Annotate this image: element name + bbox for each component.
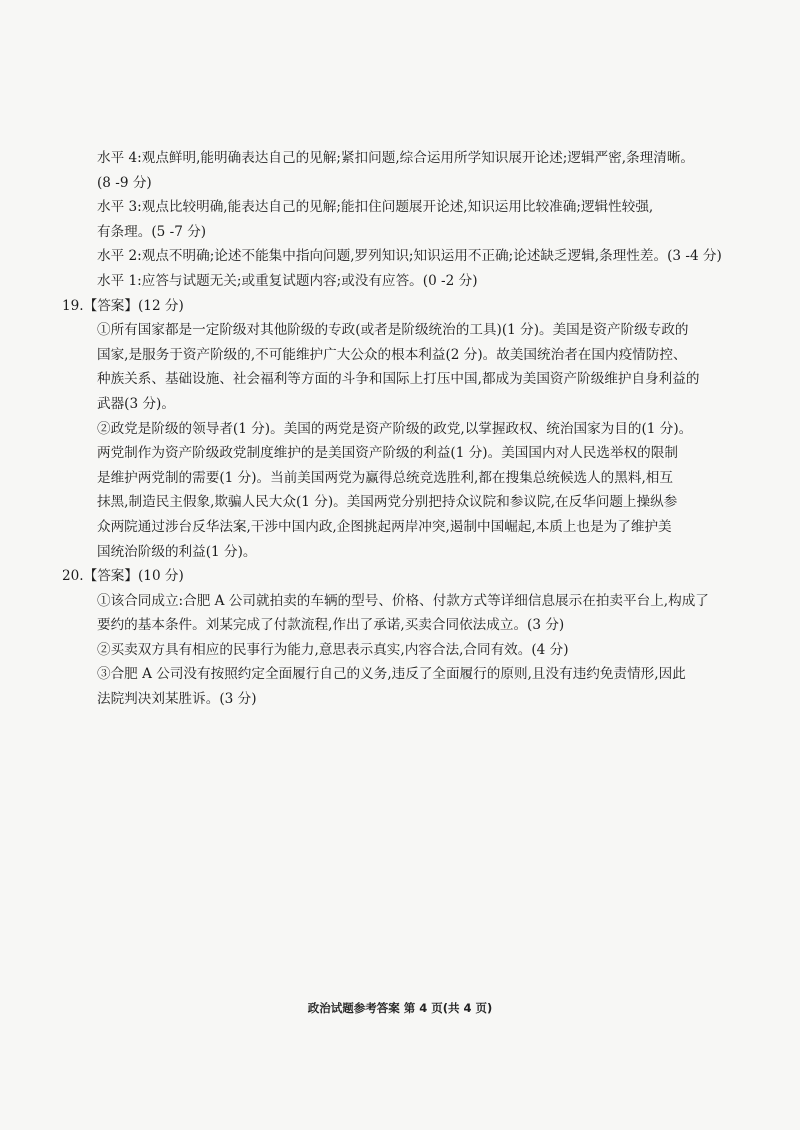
- q19-p1-line: 武器(3 分)。: [97, 395, 175, 412]
- level-1-line: 水平 1:应答与试题无关;或重复试题内容;或没有应答。(0 -2 分): [97, 272, 478, 289]
- q19-p2-line: 两党制作为资产阶级政党制度维护的是美国资产阶级的利益(1 分)。美国国内对人民选举权的限制: [97, 445, 678, 462]
- q19-p1-line: 种族关系、基础设施、社会福利等方面的斗争和国际上打压中国,都成为美国资产阶级维护自身利益的: [97, 371, 700, 388]
- level-3-line-1: 水平 3:观点比较明确,能表达自己的见解;能扣住问题展开论述,知识运用比较准确;逻辑性较强,: [97, 199, 654, 216]
- q19-p2-line: 是维护两党制的需要(1 分)。当前美国两党为赢得总统竞选胜利,都在搜集总统候选人的黑料,相互: [97, 469, 673, 486]
- level-3-line-2: 有条理。(5 -7 分): [97, 223, 207, 240]
- q19-p1-line: ①所有国家都是一定阶级对其他阶级的专政(或者是阶级统治的工具)(1 分)。美国是资产阶级专政的: [97, 322, 689, 339]
- question-20: [62, 564, 734, 712]
- q20-p3-line: ③合肥 A 公司没有按照约定全面履行自己的义务,违反了全面履行的原则,且没有违约免责情形,因此: [97, 666, 686, 683]
- q19-p1-line: 国家,是服务于资产阶级的,不可能维护广大公众的根本利益(2 分)。故美国统治者在国内疫情防控、: [97, 346, 687, 363]
- q19-p2-line: 抹黑,制造民主假象,欺骗人民大众(1 分)。美国两党分别把持众议院和参议院,在反华问题上操纵参: [97, 494, 678, 511]
- level-4-line-1: 水平 4:观点鲜明,能明确表达自己的见解;紧扣问题,综合运用所学知识展开论述;逻辑严密,条理清晰。: [97, 150, 695, 166]
- level-2-line: 水平 2:观点不明确;论述不能集中指向问题,罗列知识;知识运用不正确;论述缺乏逻辑,条理性差。(3 -4 分): [97, 248, 722, 265]
- scoring-levels: [62, 146, 734, 294]
- answer-content: [62, 146, 734, 712]
- question-20-header: 20.【答案】(10 分): [62, 568, 184, 585]
- q19-p2-line: 众两院通过涉台反华法案,干涉中国内政,企图挑起两岸冲突,遏制中国崛起,本质上也是为了维护美: [97, 518, 672, 535]
- level-4-line-2: (8 -9 分): [97, 174, 152, 191]
- question-19: [62, 294, 734, 565]
- question-19-header: 19.【答案】(12 分): [62, 297, 184, 314]
- page-footer: 政治试题参考答案 第 4 页(共 4 页): [307, 1001, 493, 1015]
- q20-p1-line: 要约的基本条件。刘某完成了付款流程,作出了承诺,买卖合同依法成立。(3 分): [97, 617, 565, 634]
- q20-p1-line: ①该合同成立:合肥 A 公司就拍卖的车辆的型号、价格、付款方式等详细信息展示在拍卖平台上,构成了: [97, 592, 709, 609]
- q19-p2-line: 国统治阶级的利益(1 分)。: [97, 543, 257, 560]
- q20-p2-line: ②买卖双方具有相应的民事行为能力,意思表示真实,内容合法,合同有效。(4 分): [97, 641, 569, 658]
- q20-p3-line: 法院判决刘某胜诉。(3 分): [97, 691, 257, 708]
- q19-p2-line: ②政党是阶级的领导者(1 分)。美国的两党是资产阶级的政党,以掌握政权、统治国家为目的(1 分)。: [97, 420, 693, 437]
